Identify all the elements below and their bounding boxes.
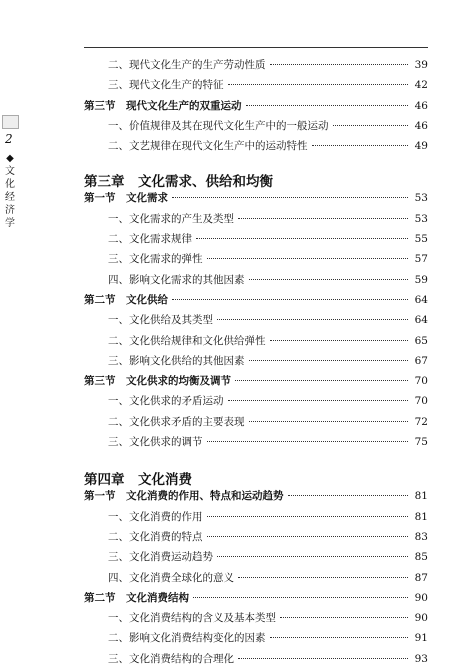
running-title-char: 文	[5, 166, 15, 177]
toc-page-number: 85	[414, 551, 428, 564]
dot-leader	[228, 400, 409, 401]
toc-page-number: 53	[414, 212, 428, 225]
toc-section-entry[interactable]	[84, 373, 428, 393]
toc-entry-title: 第三节 文化供求的均衡及调节	[84, 375, 231, 388]
dot-leader	[207, 516, 409, 517]
toc-page-number: 59	[414, 273, 428, 286]
toc-entry-title: 第二节 文化消费结构	[84, 591, 189, 604]
dot-leader	[217, 556, 408, 557]
toc-entry-title: 一、价值规律及其在现代文化生产中的一般运动	[108, 119, 329, 132]
toc-entry-title: 三、文化需求的弹性	[108, 253, 203, 266]
dot-leader	[172, 197, 408, 198]
dot-leader	[249, 421, 409, 422]
chapter-3-entries	[84, 190, 428, 454]
toc-item-entry[interactable]	[84, 414, 428, 434]
dot-leader	[196, 238, 408, 239]
toc-item-entry[interactable]	[84, 77, 428, 97]
chapter-heading[interactable]: 第四章 文化消费	[84, 472, 192, 489]
running-title-marker: ◆	[6, 153, 14, 164]
toc-entry-title: 二、文化供求矛盾的主要表现	[108, 415, 245, 428]
toc-entry-title: 三、文化消费结构的合理化	[108, 652, 234, 665]
running-title-char: 学	[5, 218, 15, 229]
toc-page-number: 81	[414, 490, 428, 503]
toc-entry-title: 三、现代文化生产的特征	[108, 79, 224, 92]
toc-page-number: 81	[414, 510, 428, 523]
running-title-char: 化	[5, 179, 15, 190]
toc-entry-title: 第一节 文化消费的作用、特点和运动趋势	[84, 490, 284, 503]
toc-entry-title: 三、影响文化供给的其他因素	[108, 354, 245, 367]
toc-page-number: 90	[414, 591, 428, 604]
toc-item-entry[interactable]	[84, 393, 428, 413]
toc-entry-title: 二、文化供给规律和文化供给弹性	[108, 334, 266, 347]
toc-item-entry[interactable]	[84, 211, 428, 231]
toc-page-number: 91	[414, 632, 428, 645]
running-title-char: 经	[5, 192, 15, 203]
toc-page-number: 55	[414, 233, 428, 246]
toc-section-entry[interactable]	[84, 590, 428, 610]
dot-leader	[207, 441, 409, 442]
toc-entry-title: 一、文化消费的作用	[108, 510, 203, 523]
dot-leader	[333, 125, 409, 126]
toc-entry-title: 一、文化供给及其类型	[108, 314, 213, 327]
toc-page-number: 57	[414, 253, 428, 266]
running-title-char: 济	[5, 205, 15, 216]
top-rule	[84, 47, 428, 48]
toc-item-entry[interactable]	[84, 353, 428, 373]
dot-leader	[270, 637, 409, 638]
toc-item-entry[interactable]	[84, 138, 428, 158]
toc-page-number: 53	[414, 192, 428, 205]
dot-leader	[193, 597, 408, 598]
chapter-4-entries	[84, 488, 428, 671]
page-number: 2	[5, 132, 13, 146]
running-title	[4, 152, 16, 230]
toc-page-number: 64	[414, 314, 428, 327]
toc-entry-title: 二、影响文化消费结构变化的因素	[108, 632, 266, 645]
dot-leader	[238, 577, 408, 578]
dot-leader	[270, 64, 409, 65]
toc-page-number: 83	[414, 530, 428, 543]
toc-item-entry[interactable]	[84, 570, 428, 590]
toc-entry-title: 第二节 文化供给	[84, 293, 168, 306]
toc-section-entry[interactable]	[84, 98, 428, 118]
toc-page-number: 75	[414, 436, 428, 449]
toc-entry-title: 三、文化消费运动趋势	[108, 551, 213, 564]
toc-section-entry[interactable]	[84, 190, 428, 210]
toc-item-entry[interactable]	[84, 630, 428, 650]
toc-entry-title: 一、文化供求的矛盾运动	[108, 395, 224, 408]
toc-block-continued	[84, 57, 428, 158]
dot-leader	[172, 299, 408, 300]
toc-page-number: 67	[414, 354, 428, 367]
dot-leader	[207, 536, 409, 537]
toc-page-number: 39	[414, 59, 428, 71]
side-tab-mark	[2, 115, 19, 129]
toc-entry-title: 二、现代文化生产的生产劳动性质	[108, 59, 266, 71]
toc-page-number: 46	[414, 99, 428, 112]
toc-page-number: 93	[414, 652, 428, 665]
toc-page-number: 72	[414, 415, 428, 428]
dot-leader	[207, 258, 409, 259]
dot-leader	[280, 617, 408, 618]
dot-leader	[228, 84, 409, 85]
toc-page-number: 87	[414, 571, 428, 584]
toc-item-entry[interactable]	[84, 57, 428, 77]
table-of-contents	[84, 57, 428, 671]
toc-entry-title: 第一节 文化需求	[84, 192, 168, 205]
toc-page-number: 42	[414, 79, 428, 92]
toc-item-entry[interactable]	[84, 434, 428, 454]
toc-page-number: 70	[414, 395, 428, 408]
dot-leader	[238, 658, 408, 659]
toc-entry-title: 四、影响文化需求的其他因素	[108, 273, 245, 286]
toc-page-number: 65	[414, 334, 428, 347]
toc-page-number: 64	[414, 293, 428, 306]
toc-entry-title: 一、文化消费结构的含义及基本类型	[108, 612, 276, 625]
toc-page-number: 90	[414, 612, 428, 625]
dot-leader	[312, 145, 409, 146]
dot-leader	[249, 279, 409, 280]
toc-page-number: 70	[414, 375, 428, 388]
toc-entry-title: 四、文化消费全球化的意义	[108, 571, 234, 584]
dot-leader	[288, 495, 409, 496]
toc-entry-title: 第三节 现代文化生产的双重运动	[84, 99, 242, 112]
toc-page-number: 49	[414, 140, 428, 153]
toc-section-entry[interactable]	[84, 292, 428, 312]
toc-section-entry[interactable]	[84, 488, 428, 508]
dot-leader	[249, 360, 409, 361]
dot-leader	[246, 105, 409, 106]
toc-item-entry[interactable]	[84, 549, 428, 569]
toc-entry-title: 一、文化需求的产生及类型	[108, 212, 234, 225]
toc-item-entry[interactable]	[84, 529, 428, 549]
dot-leader	[270, 340, 409, 341]
dot-leader	[235, 380, 408, 381]
toc-item-entry[interactable]	[84, 509, 428, 529]
toc-entry-title: 二、文化消费的特点	[108, 530, 203, 543]
toc-entry-title: 二、文化需求规律	[108, 233, 192, 246]
toc-item-entry[interactable]	[84, 610, 428, 630]
toc-entry-title: 三、文化供求的调节	[108, 436, 203, 449]
toc-item-entry[interactable]	[84, 272, 428, 292]
toc-item-entry[interactable]	[84, 231, 428, 251]
chapter-heading[interactable]: 第三章 文化需求、供给和均衡	[84, 174, 273, 191]
toc-item-entry[interactable]	[84, 333, 428, 353]
toc-item-entry[interactable]	[84, 251, 428, 271]
toc-page-number: 46	[414, 119, 428, 132]
dot-leader	[217, 319, 408, 320]
toc-item-entry[interactable]	[84, 312, 428, 332]
toc-entry-title: 二、文艺规律在现代文化生产中的运动特性	[108, 140, 308, 153]
toc-item-entry[interactable]	[84, 651, 428, 671]
dot-leader	[238, 218, 408, 219]
toc-item-entry[interactable]	[84, 118, 428, 138]
